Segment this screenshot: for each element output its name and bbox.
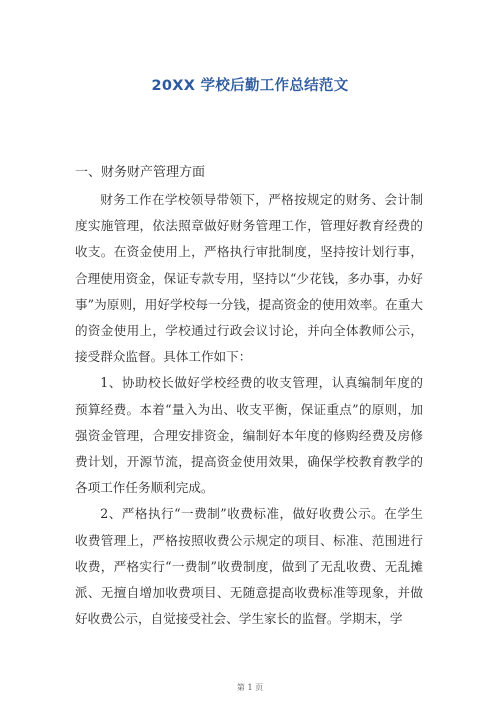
document-title: 20XX 学校后勤工作总结范文 [151, 78, 349, 94]
section-heading: 一、财务财产管理方面 [75, 165, 206, 180]
paragraph-item-2: 2、严格执行“一费制”收费标准，做好收费公示。在学生收费管理上，严格按照收费公示规定的项目、标准、范围进行收费，严格实行“一费制”收费制度，做到了无乱收费、无乱摊派、无擅自增加收费项目、无随意提高收费标准等现象，并做好收费公示，自觉接受社会、学生家长的监督。学期末，学 [75, 506, 423, 627]
paragraph-item-1: 1、协助校长做好学校经费的收支管理，认真编制年度的预算经费。本着“量入为出、收支平衡，保证重点”的原则，加强资金管理，合理安排资金，编制好本年度的修购经费及房修费计划，开源节流，提高资金使用效果，确保学校教育教学的各项工作任务顺利完成。 [75, 375, 423, 496]
page-number: 第 1 页 [236, 683, 264, 692]
paragraph-intro: 财务工作在学校领导带领下，严格按规定的财务、会计制度实施管理，依法照章做好财务管理工作，管理好教育经费的收支。在资金使用上，严格执行审批制度，坚持按计划行事，合理使用资金，保证专款专用，坚持以“少花钱，多办事，办好事”为原则，用好学校每一分钱，提高资金的使用效率。在重大的资金使用上，学校通过行政会议讨论，并向全体教师公示，接受群众监督。具体工作如下： [75, 192, 423, 365]
document-body [75, 187, 423, 632]
